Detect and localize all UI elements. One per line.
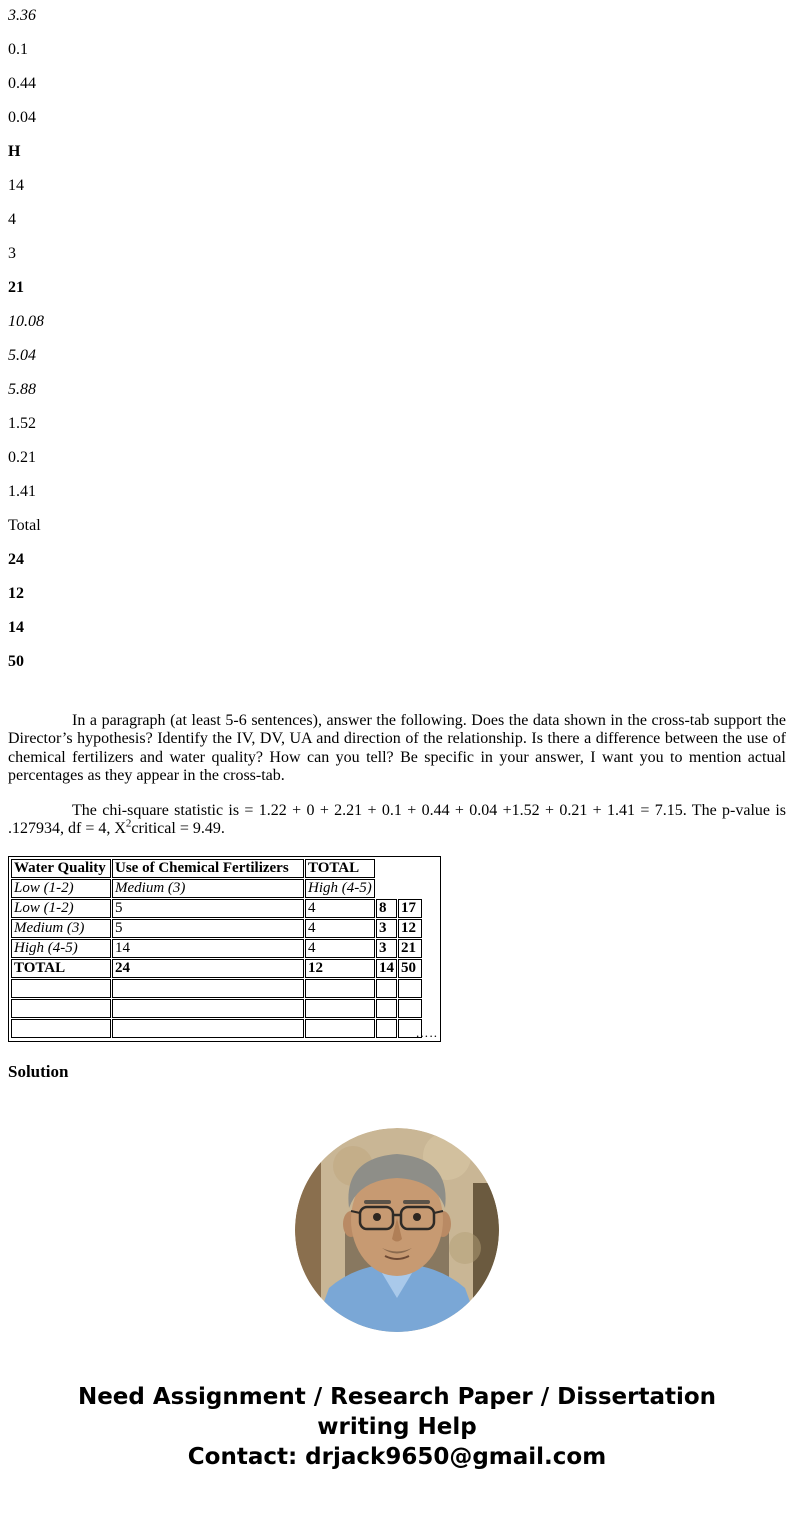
table-cell: 17 — [398, 899, 422, 918]
value-line-17: 12 — [8, 585, 24, 602]
table-cell: Medium (3) — [112, 879, 304, 898]
value-line-14: 1.41 — [8, 483, 36, 500]
table-cell: 14 — [112, 939, 304, 958]
table-cell — [305, 1019, 375, 1038]
value-line-18: 14 — [8, 619, 24, 636]
table-row-medium — [11, 919, 422, 938]
value-line-7: 3 — [8, 245, 16, 262]
value-line-13: 0.21 — [8, 449, 36, 466]
table-row-low — [11, 899, 422, 918]
table-cell: 3 — [376, 939, 397, 958]
table-cell: High (4-5) — [11, 939, 111, 958]
table-cell — [112, 979, 304, 998]
table-cell: 21 — [398, 939, 422, 958]
table-cell: 8 — [376, 899, 397, 918]
value-line-3: 0.04 — [8, 109, 36, 126]
table-cell: Use of Chemical Fertilizers — [112, 859, 304, 878]
solution-heading: Solution — [8, 1062, 69, 1082]
table-row-high — [11, 939, 422, 958]
tutor-photo — [295, 1128, 499, 1332]
table-cell — [305, 999, 375, 1018]
table-cell: 5 — [112, 899, 304, 918]
value-line-8: 21 — [8, 279, 24, 296]
table-cell — [376, 999, 397, 1018]
value-line-2: 0.44 — [8, 75, 36, 92]
portrait-photo — [295, 1128, 499, 1332]
table-cell: Low (1-2) — [11, 899, 111, 918]
value-line-4: H — [8, 143, 21, 160]
value-line-0: 3.36 — [8, 7, 36, 24]
table-cell — [11, 1019, 111, 1038]
footer-line-2: writing Help — [317, 1414, 477, 1441]
table-cell — [11, 999, 111, 1018]
table-cell — [112, 1019, 304, 1038]
value-line-9: 10.08 — [8, 313, 44, 330]
table-empty-row — [11, 979, 422, 998]
footer-line-1: Need Assignment / Research Paper / Dissertation — [77, 1384, 717, 1411]
table-cell: 14 — [376, 959, 397, 978]
table-empty-row — [11, 1019, 422, 1038]
table-cell: TOTAL — [11, 959, 111, 978]
value-line-1: 0.1 — [8, 41, 28, 58]
table-cell: 5 — [112, 919, 304, 938]
table-cell — [376, 1019, 397, 1038]
value-line-10: 5.04 — [8, 347, 36, 364]
value-line-15: Total — [8, 517, 41, 534]
value-line-19: 50 — [8, 653, 24, 670]
eye-right — [413, 1213, 421, 1221]
table-cell: Low (1-2) — [11, 879, 111, 898]
table-cell: 12 — [305, 959, 375, 978]
value-line-6: 4 — [8, 211, 16, 228]
table-ellipsis: ….. — [415, 1025, 438, 1041]
table-subheader-row — [11, 879, 422, 898]
table-cell: High (4-5) — [305, 879, 375, 898]
values-list — [8, 8, 786, 670]
chi-square-tail: critical = 9.49. — [131, 820, 225, 838]
table-cell — [398, 979, 422, 998]
table-cell: TOTAL — [305, 859, 375, 878]
value-line-11: 5.88 — [8, 381, 36, 398]
crosstab-table-wrapper — [8, 856, 441, 1042]
table-cell: 4 — [305, 919, 375, 938]
table-row-total — [11, 959, 422, 978]
value-line-16: 24 — [8, 551, 24, 568]
table-empty-row — [11, 999, 422, 1018]
table-cell: 24 — [112, 959, 304, 978]
eye-left — [373, 1213, 381, 1221]
chi-square-text: The chi-square statistic is = 1.22 + 0 + 2.21 + 0.1 + 0.44 + 0.04 +1.52 + 0.21 + 1.41 = 7.15. The p-value is .127934, df = 4, X — [8, 801, 786, 838]
table-cell — [398, 999, 422, 1018]
table-cell — [305, 979, 375, 998]
table-cell: 3 — [376, 919, 397, 938]
crosstab-table — [10, 858, 423, 1039]
value-line-12: 1.52 — [8, 415, 36, 432]
question-paragraph: In a paragraph (at least 5-6 sentences), answer the following. Does the data shown in the cross-tab support the Director’s hypothesis? Identify the IV, DV, UA and direction of the relationship. Is there a difference between the use of chemical fertilizers and water quality? How can you tell? Be specific in your answer, I want you to mention actual percentages as they appear in the cross-tab. — [8, 712, 786, 785]
chi-square-paragraph — [8, 802, 786, 839]
table-cell — [11, 979, 111, 998]
eyebrow-right — [403, 1200, 430, 1204]
door-left — [295, 1128, 321, 1332]
table-cell — [376, 979, 397, 998]
table-cell: Water Quality — [11, 859, 111, 878]
eyebrow-left — [364, 1200, 391, 1204]
table-header-row — [11, 859, 422, 878]
table-cell: 4 — [305, 939, 375, 958]
table-cell: 12 — [398, 919, 422, 938]
footer-contact-email: Contact: drjack9650@gmail.com — [187, 1444, 607, 1471]
value-line-5: 14 — [8, 177, 24, 194]
table-cell: 50 — [398, 959, 422, 978]
table-cell: Medium (3) — [11, 919, 111, 938]
table-cell — [112, 999, 304, 1018]
table-cell: 4 — [305, 899, 375, 918]
footer-help-text — [8, 1382, 786, 1472]
chi-square-superscript: 2 — [125, 817, 132, 830]
